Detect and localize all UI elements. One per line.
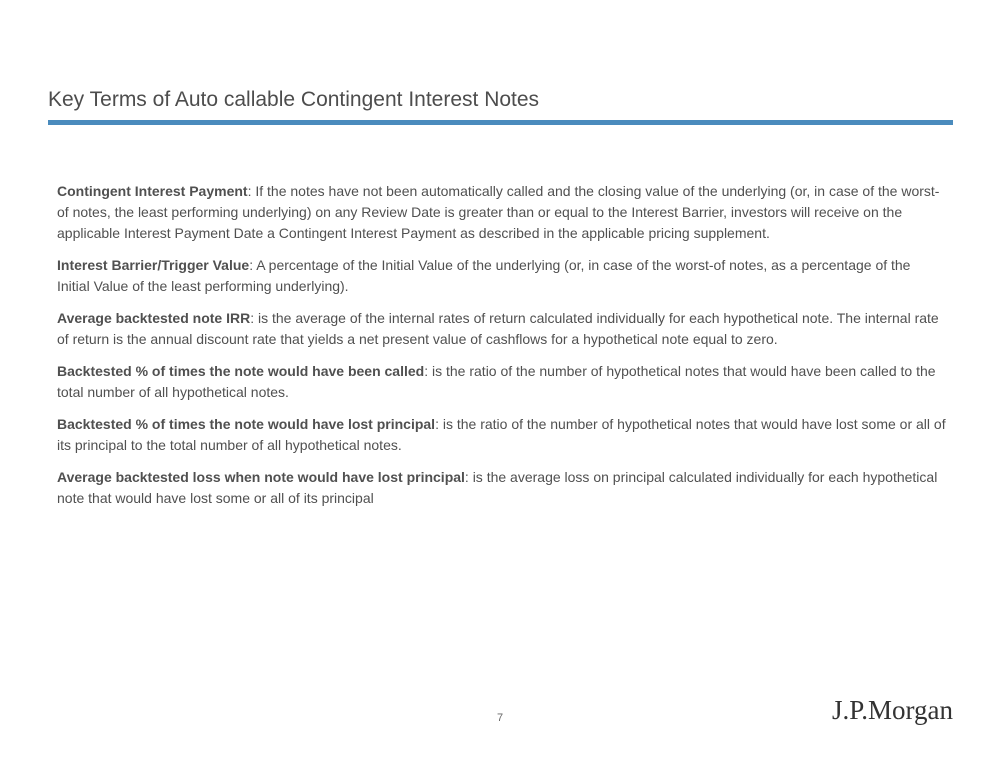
term-average-backtested-loss [57,467,947,509]
term-definition: : If the notes have not been automatically called and the closing value of the underlying (or, in case of the worst-of notes, the least performing underlying) on any Review Date is greater than or equal to the Interest Barrier, investors will receive on the applicable Interest Payment Date a Contingent Interest Payment as described in the applicable pricing supplement. [57,183,940,241]
term-backtested-called [57,361,947,403]
jpmorgan-logo: J.P.Morgan [831,695,953,725]
term-name: Contingent Interest Payment [57,183,248,199]
title-underline [48,120,953,125]
page-number: 7 [496,712,504,724]
term-name: Backtested % of times the note would have lost principal [57,416,436,432]
term-definition: : A percentage of the Initial Value of the underlying (or, in case of the worst-of notes, as a percentage of the Initial Value of the least performing underlying). [57,257,911,294]
term-average-backtested-irr [57,308,947,350]
key-terms-list [57,181,947,520]
term-backtested-lost-principal [57,414,947,456]
term-definition: : is the average loss on principal calculated individually for each hypothetical note that would have lost some or all of its principal [57,469,938,506]
term-interest-barrier [57,255,947,297]
term-definition: : is the average of the internal rates of return calculated individually for each hypothetical note. The internal rate of return is the annual discount rate that yields a net present value of cashflows for a hypothetical note equal to zero. [57,310,939,347]
term-definition: : is the ratio of the number of hypothetical notes that would have lost some or all of its principal to the total number of all hypothetical notes. [57,416,946,453]
term-definition: : is the ratio of the number of hypothetical notes that would have been called to the total number of all hypothetical notes. [57,363,936,400]
term-name: Backtested % of times the note would have been called [57,363,425,379]
term-contingent-interest-payment [57,181,947,244]
term-name: Interest Barrier/Trigger Value [57,257,250,273]
slide-title: Key Terms of Auto callable Contingent Interest Notes [48,88,540,111]
term-name: Average backtested loss when note would have lost principal [57,469,465,485]
term-name: Average backtested note IRR [57,310,251,326]
